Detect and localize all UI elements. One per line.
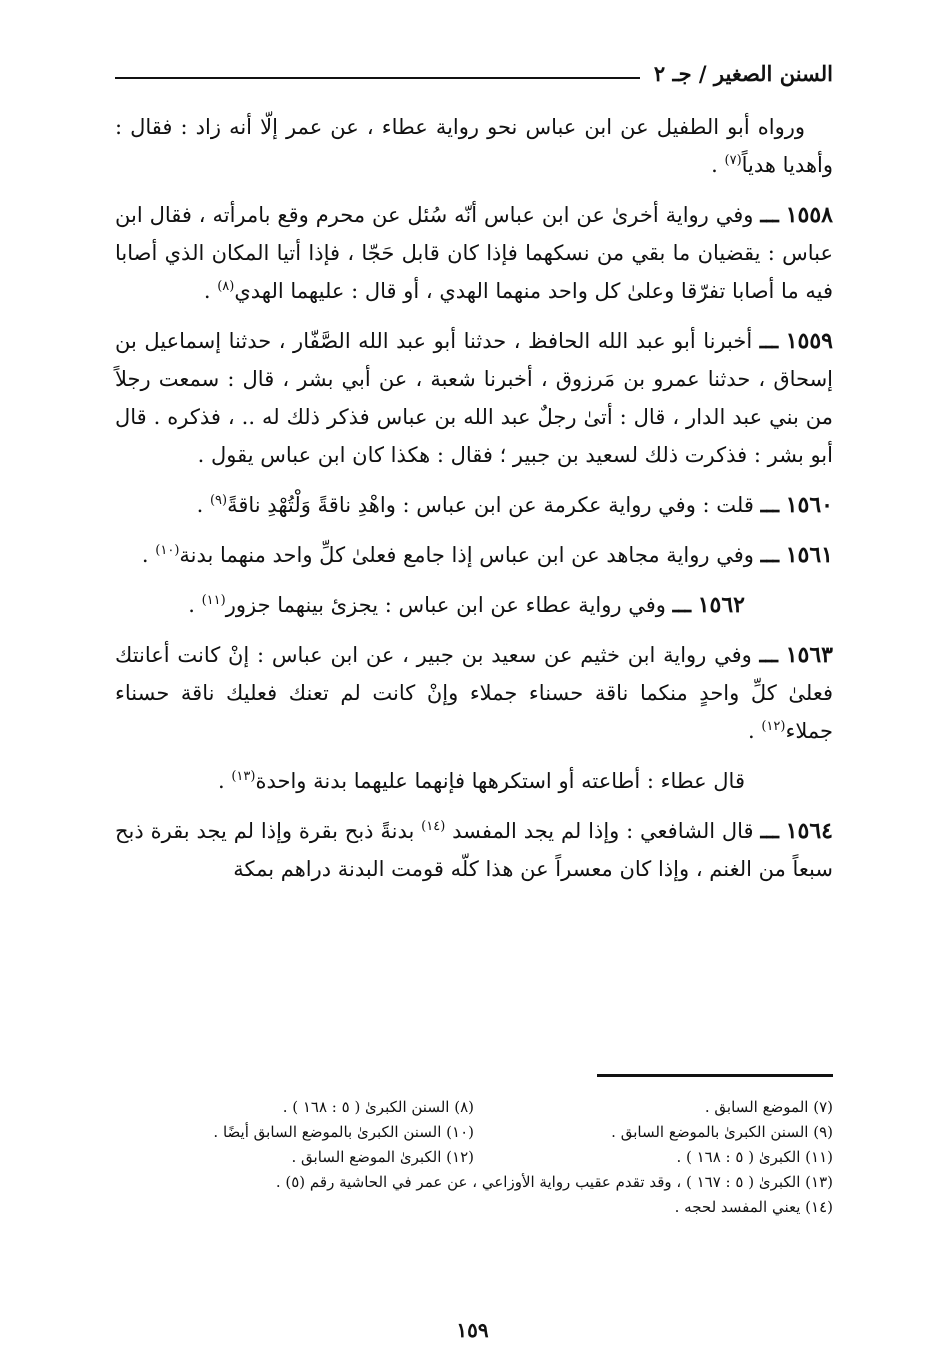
number-dash: ـــ	[759, 642, 778, 667]
page-number: ١٥٩	[456, 1318, 489, 1342]
paragraph-text: ورواه أبو الطفيل عن ابن عباس نحو رواية عطاء ، عن عمر إلّا أنه زاد : فقال : وأهديا هدياً	[115, 115, 833, 177]
footnote-ref: (١٣)	[231, 769, 256, 784]
footnote-13: (١٣) الكبرىٰ ( ٥ : ١٦٧ ) ، وقد تقدم عقيب رواية الأوزاعي ، عن عمر في الحاشية رقم (٥) .	[275, 1173, 833, 1191]
footnote-ref: (١٢)	[761, 719, 786, 734]
running-head	[115, 52, 833, 84]
paragraph-tail: .	[203, 279, 218, 303]
footnote-ref: (٨)	[217, 279, 235, 294]
paragraph-text: وفي رواية عطاء عن ابن عباس : يجزئ بينهما جزور	[225, 593, 666, 617]
paragraph-tail: بدنةً ذبح بقرة وإذا لم يجد بقرة ذبح سبعاً من الغنم ، وإذا كان معسراً عن هذا كلّه قومت البدنة دراهم بمكة	[115, 819, 833, 881]
hadith-number: ١٥٦٢	[697, 592, 745, 618]
footnote-ref: (١٠)	[155, 543, 180, 558]
paragraph-intro	[115, 108, 833, 184]
paragraph-text: وفي رواية ابن خثيم عن سعيد بن جبير ، عن ابن عباس : إنْ كانت أعانتك فعلىٰ كلِّ واحدٍ منكما ناقة حسناء جملاء وإنْ كانت لم تعنك فعليك ناقة حسناء جملاء	[115, 643, 833, 743]
footnote-row	[115, 1095, 833, 1120]
paragraph-text: قال عطاء : أطاعته أو استكرهها فإنهما عليهما بدنة واحدة	[255, 769, 745, 793]
hadith-number: ١٥٥٨	[785, 202, 833, 228]
header-rule	[115, 77, 640, 79]
footnote-7: (٧) الموضع السابق .	[704, 1098, 833, 1116]
hadith-1559	[115, 322, 833, 474]
footnote-14: (١٤) يعني المفسد لحجه .	[674, 1198, 833, 1216]
hadith-1561	[115, 536, 833, 574]
footnotes	[115, 1095, 833, 1220]
footnote-ref: (١٤)	[421, 819, 446, 834]
paragraph-text: وفي رواية مجاهد عن ابن عباس إذا جامع فعلىٰ كلِّ واحد منهما بدنة	[179, 543, 754, 567]
paragraph-tail: .	[141, 543, 156, 567]
number-dash: ـــ	[760, 202, 779, 227]
number-dash: ـــ	[760, 492, 780, 517]
paragraph-text: قلت : وفي رواية عكرمة عن ابن عباس : واهْدِ ناقةً وَلْتُهْدِ ناقةً	[227, 493, 754, 517]
footnote-ref: (١١)	[201, 593, 226, 608]
footnote-ref: (٩)	[209, 493, 228, 508]
main-text	[115, 108, 833, 900]
footnote-ref: (٧)	[724, 153, 742, 168]
hadith-number: ١٥٥٩	[785, 328, 833, 354]
paragraph-tail: .	[711, 153, 725, 177]
paragraph-tail: .	[747, 719, 762, 743]
paragraph-text: وفي رواية أخرىٰ عن ابن عباس أنّه سُئل عن محرم وقع بامرأته ، فقال ابن عباس : يقضيان ما بقي من نسكهما فإذا كان قابل حَجّا ، فإذا أتيا المكان الذي أصابا فيه ما أصابا تفرّقا وعلىٰ كل واحد منهما الهدي ، أو قال : عليهما الهدي	[115, 203, 833, 303]
footnote-row	[115, 1145, 833, 1170]
number-dash: ـــ	[760, 818, 779, 843]
paragraph-tail: .	[196, 493, 210, 517]
footnote-10: (١٠) السنن الكبرىٰ بالموضع السابق أيضًا .	[213, 1123, 474, 1141]
running-head-title: السنن الصغير / جـ ٢	[653, 61, 833, 86]
hadith-1558	[115, 196, 833, 310]
footnote-row	[115, 1120, 833, 1145]
footnote-11: (١١) الكبرىٰ ( ٥ : ١٦٨ ) .	[676, 1148, 833, 1166]
footnote-8: (٨) السنن الكبرىٰ ( ٥ : ١٦٨ ) .	[282, 1098, 474, 1116]
paragraph-ata	[115, 762, 833, 800]
hadith-number: ١٥٦٣	[785, 642, 833, 668]
hadith-1564	[115, 812, 833, 888]
footnote-separator	[597, 1074, 833, 1077]
hadith-number: ١٥٦١	[785, 542, 833, 568]
hadith-1560	[115, 486, 833, 524]
footnote-9: (٩) السنن الكبرىٰ بالموضع السابق .	[611, 1123, 833, 1141]
number-dash: ـــ	[760, 542, 780, 567]
footnote-12: (١٢) الكبرىٰ الموضع السابق .	[291, 1148, 474, 1166]
number-dash: ـــ	[672, 592, 692, 617]
hadith-1562	[115, 586, 833, 624]
paragraph-tail: .	[188, 593, 202, 617]
paragraph-text: أخبرنا أبو عبد الله الحافظ ، حدثنا أبو عبد الله الصَّفّار ، حدثنا إسماعيل بن إسحاق ، حدثنا عمرو بن مَرزوق ، أخبرنا شعبة ، عن أبي بشر ، قال : سمعت رجلاً من بني عبد الدار ، قال : أتىٰ رجلٌ عبد الله بن عباس فذكر ذلك له .. ، فذكره . قال أبو بشر : فذكرت ذلك لسعيد بن جبير ؛ فقال : هكذا كان ابن عباس يقول .	[115, 329, 833, 467]
hadith-1563	[115, 636, 833, 750]
paragraph-text: قال الشافعي : وإذا لم يجد المفسد	[445, 819, 754, 843]
hadith-number: ١٥٦٤	[785, 818, 833, 844]
hadith-number: ١٥٦٠	[785, 492, 833, 518]
number-dash: ـــ	[759, 328, 779, 353]
paragraph-tail: .	[217, 769, 232, 793]
